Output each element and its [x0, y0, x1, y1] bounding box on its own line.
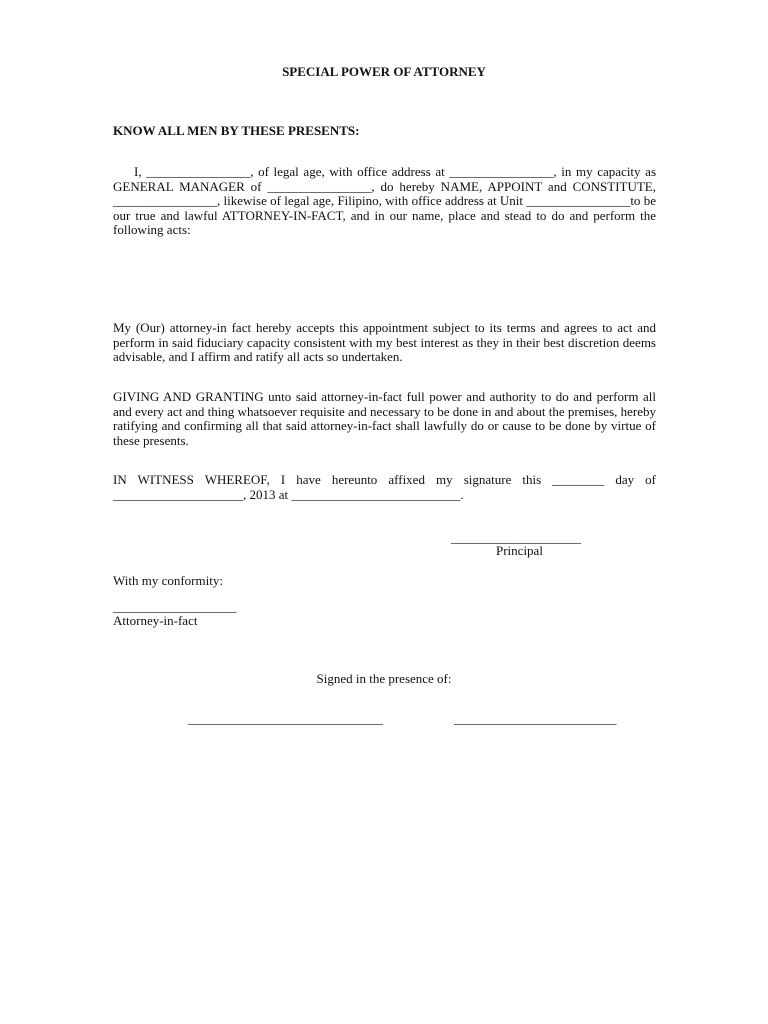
signed-in-presence-label: Signed in the presence of: — [316, 671, 452, 686]
principal-signature-line: ____________________ — [451, 530, 581, 545]
granting-paragraph: GIVING AND GRANTING unto said attorney-in-fact full power and authority to do and perform all and every act and thing whatsoever requisite and necessary to be done in and about the premises, hereby ratifying and confirming all that said attorney-in-fact shall lawfully do or cause to be done by virtue of these presents. — [113, 389, 656, 448]
appointment-paragraph: I, ________________, of legal age, with office address at ________________, in my capacity as GENERAL MANAGER of ________________, do hereby NAME, APPOINT and CONSTITUTE, ________________, likewise of legal age, Filipino, with office address at Unit ________________to be our true and lawful ATTORNEY-IN-FACT, and in our name, place and stead to do and perform the following acts: — [113, 164, 656, 238]
conformity-label: With my conformity: — [113, 573, 223, 588]
document-heading: KNOW ALL MEN BY THESE PRESENTS: — [113, 123, 360, 138]
witness-signature-line-1: ______________________________ — [188, 711, 383, 726]
document-title: SPECIAL POWER OF ATTORNEY — [282, 64, 486, 79]
witness-whereof-paragraph: IN WITNESS WHEREOF, I have hereunto affixed my signature this ________ day of ____________________, 2013 at __________________________. — [113, 472, 656, 502]
principal-label: Principal — [496, 543, 543, 558]
witness-signature-line-2: _________________________ — [454, 711, 617, 726]
acceptance-paragraph: My (Our) attorney-in fact hereby accepts this appointment subject to its terms and agrees to act and perform in said fiduciary capacity consistent with my best interest as they in their best discretion deems advisable, and I affirm and ratify all acts so undertaken. — [113, 320, 656, 365]
attorney-signature-line: ___________________ — [113, 599, 237, 614]
attorney-in-fact-label: Attorney-in-fact — [113, 613, 198, 628]
